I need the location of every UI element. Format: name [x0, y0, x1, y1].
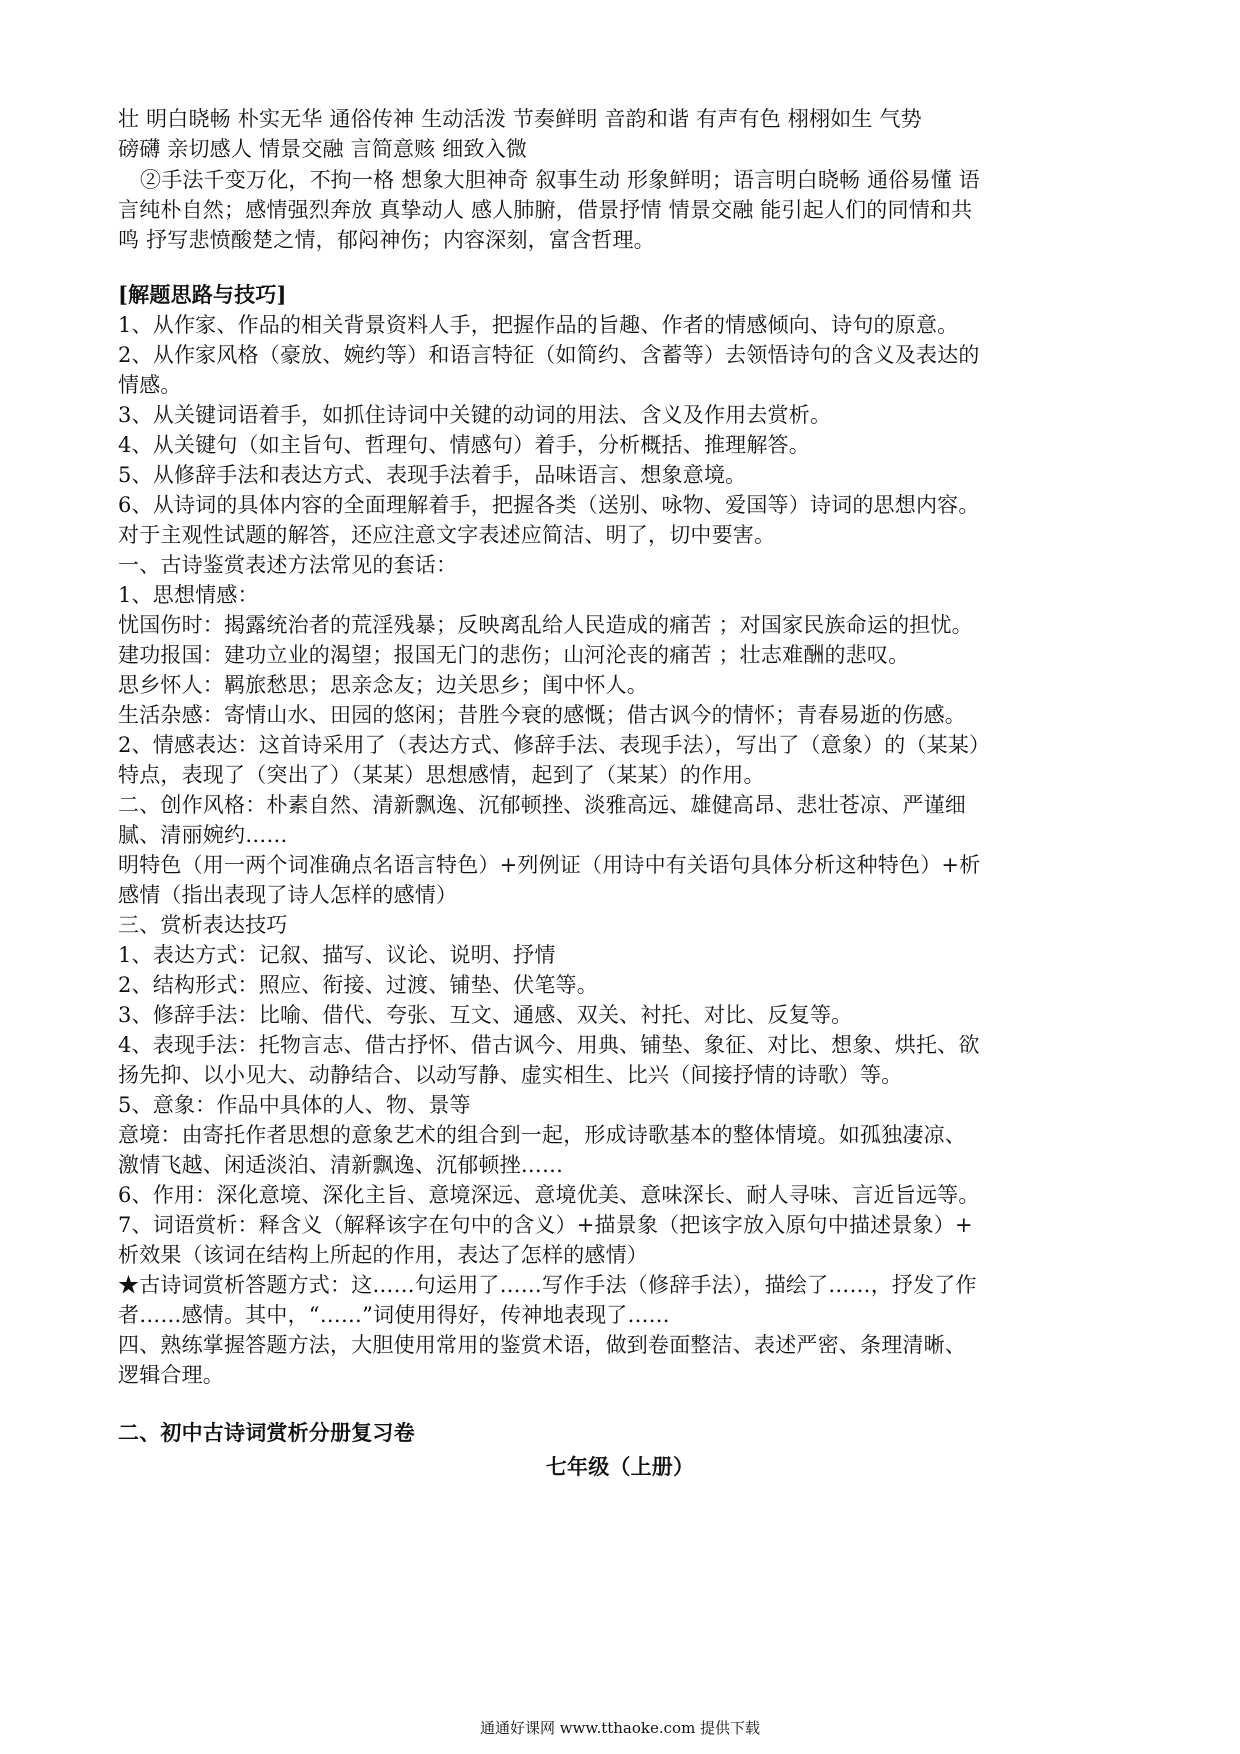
content-line: 建功报国：建功立业的渴望；报国无门的悲伤；山河沦丧的痛苦 ；壮志难酬的悲叹。 — [118, 643, 910, 667]
content-line: 意境：由寄托作者思想的意象艺术的组合到一起，形成诗歌基本的整体情境。如孤独凄凉、 — [118, 1123, 966, 1147]
content-line: 5、意象：作品中具体的人、物、景等 — [118, 1093, 471, 1117]
intro-line: 磅礴 亲切感人 情景交融 言简意赅 细致入微 — [118, 137, 528, 161]
tips-item: 2、从作家风格（豪放、婉约等）和语言特征（如简约、含蓄等）去领悟诗句的含义及表达的 — [118, 343, 980, 367]
content-line: 明特色（用一两个词准确点名语言特色）+列例证（用诗中有关语句具体分析这种特色）+析 — [118, 853, 981, 877]
content-line: 2、结构形式：照应、衔接、过渡、铺垫、伏笔等。 — [118, 973, 598, 997]
section-heading: 一、古诗鉴赏表述方法常见的套话： — [118, 553, 458, 577]
content-line: 6、作用：深化意境、深化主旨、意境深远、意境优美、意味深长、耐人寻味、言近旨远等。 — [118, 1183, 980, 1207]
tips-note: 对于主观性试题的解答，还应注意文字表述应简洁、明了，切中要害。 — [118, 523, 776, 547]
tips-item: 4、从关键句（如主旨句、哲理句、情感句）着手，分析概括、推理解答。 — [118, 433, 810, 457]
tips-item: 3、从关键词语着手，如抓住诗词中关键的动词的用法、含义及作用去赏析。 — [118, 403, 832, 427]
tips-item: 5、从修辞手法和表达方式、表现手法着手，品味语言、想象意境。 — [118, 463, 747, 487]
content-line: 思乡怀人：羁旅愁思；思亲念友；边关思乡；闺中怀人。 — [118, 673, 648, 697]
subheading: 1、思想情感： — [118, 583, 259, 607]
intro-line: ②手法千变万化，不拘一格 想象大胆神奇 叙事生动 形象鲜明；语言明白晓畅 通俗易懂 语 — [140, 168, 980, 192]
intro-line: 壮 明白晓畅 朴实无华 通俗传神 生动活泼 节奏鲜明 音韵和谐 有声有色 栩栩如生 气势 — [118, 107, 922, 131]
grade-title: 七年级（上册） — [545, 1454, 695, 1479]
part-heading: 二、初中古诗词赏析分册复习卷 — [118, 1420, 415, 1445]
content-line: 特点，表现了（突出了）（某某）思想感情，起到了（某某）的作用。 — [118, 763, 765, 787]
intro-line: 鸣 抒写悲愤酸楚之情，郁闷神伤；内容深刻，富含哲理。 — [118, 228, 655, 252]
intro-line: 言纯朴自然；感情强烈奔放 真挚动人 感人肺腑，借景抒情 情景交融 能引起人们的同情和共 — [118, 198, 973, 222]
tips-item: 1、从作家、作品的相关背景资料人手，把握作品的旨趣、作者的情感倾向、诗句的原意。 — [118, 313, 959, 337]
content-line: 腻、清丽婉约…… — [118, 823, 288, 847]
content-line: 析效果（该词在结构上所起的作用，表达了怎样的感情） — [118, 1243, 648, 1267]
content-line: 1、表达方式：记叙、描写、议论、说明、抒情 — [118, 943, 556, 967]
tips-item: 6、从诗词的具体内容的全面理解着手，把握各类（送别、咏物、爱国等）诗词的思想内容。 — [118, 493, 980, 517]
content-line: 4、表现手法：托物言志、借古抒怀、借古讽今、用典、铺垫、象征、对比、想象、烘托、欲 — [118, 1033, 980, 1057]
content-line: 3、修辞手法：比喻、借代、夸张、互文、通感、双关、衬托、对比、反复等。 — [118, 1003, 853, 1027]
content-line: 二、创作风格：朴素自然、清新飘逸、沉郁顿挫、淡雅高远、雄健高昂、悲壮苍凉、严谨细 — [118, 793, 966, 817]
content-line: 者……感情。其中，“……”词使用得好，传神地表现了…… — [118, 1303, 670, 1327]
content-line: 激情飞越、闲适淡泊、清新飘逸、沉郁顿挫…… — [118, 1153, 564, 1177]
content-line: 四、熟练掌握答题方法，大胆使用常用的鉴赏术语，做到卷面整洁、表述严密、条理清晰、 — [118, 1333, 966, 1357]
content-line: 生活杂感：寄情山水、田园的悠闲；昔胜今衰的感慨；借古讽今的情怀；青春易逝的伤感。 — [118, 703, 966, 727]
content-line: ★古诗词赏析答题方式：这……句运用了……写作手法（修辞手法），描绘了……，抒发了作 — [118, 1273, 977, 1297]
tips-item: 情感。 — [118, 373, 182, 397]
content-line: 2、情感表达：这首诗采用了（表达方式、修辞手法、表现手法），写出了（意象）的（某某） — [118, 733, 991, 757]
tips-heading: [解题思路与技巧] — [118, 282, 287, 307]
section-heading: 三、赏析表达技巧 — [118, 913, 288, 937]
content-line: 逻辑合理。 — [118, 1363, 224, 1387]
footer-text: 通通好课网 www.tthaoke.com 提供下载 — [479, 1719, 761, 1737]
content-line: 忧国伤时：揭露统治者的荒淫残暴；反映离乱给人民造成的痛苦 ；对国家民族命运的担忧。 — [118, 613, 973, 637]
content-line: 7、词语赏析：释含义（解释该字在句中的含义）+描景象（把该字放入原句中描述景象）+ — [118, 1213, 973, 1237]
content-line: 感情（指出表现了诗人怎样的感情） — [118, 883, 458, 907]
content-line: 扬先抑、以小见大、动静结合、以动写静、虚实相生、比兴（间接抒情的诗歌）等。 — [118, 1063, 903, 1087]
